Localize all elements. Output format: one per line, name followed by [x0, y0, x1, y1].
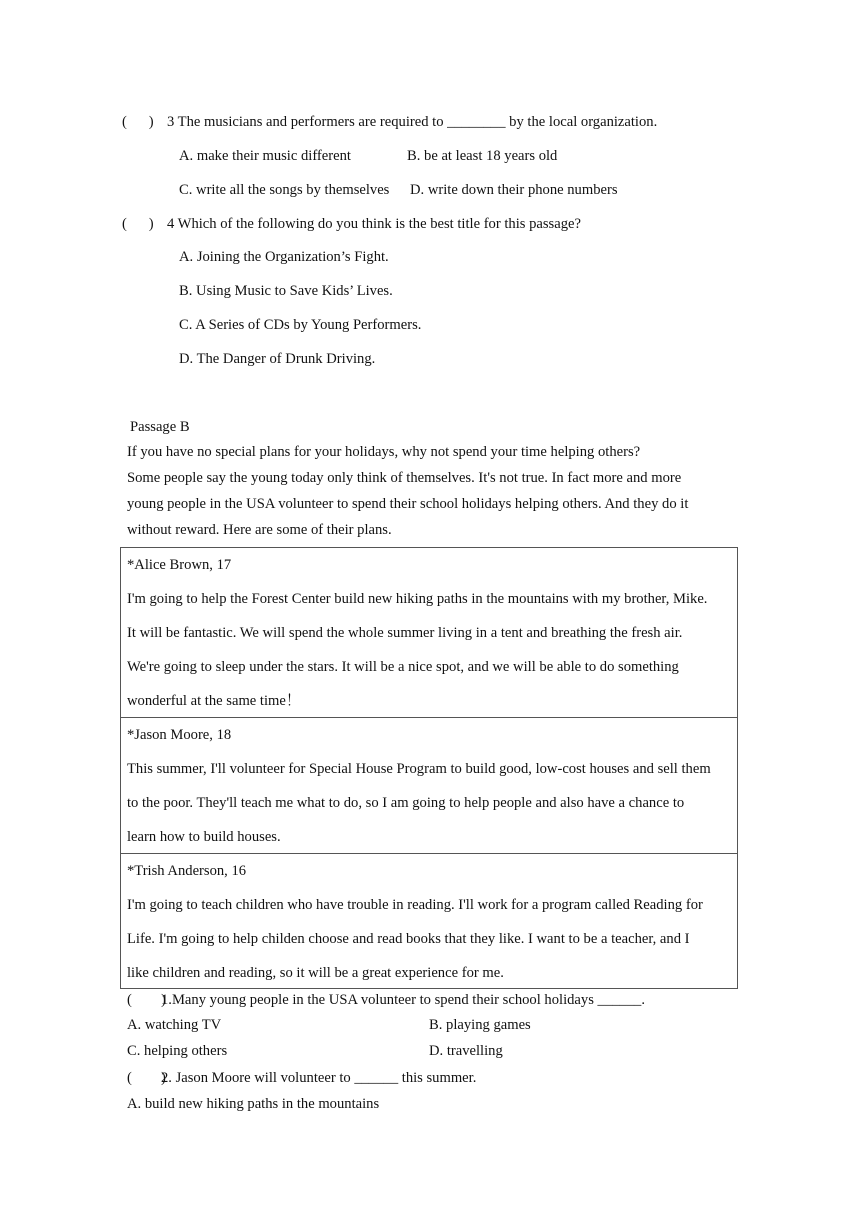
passage-b-intro-line: If you have no special plans for your holidays, why not spend your time helping others?: [127, 444, 641, 460]
plan-entry-alice-brown: [121, 548, 737, 718]
plan-entry-line: wonderful at the same time！: [127, 693, 301, 709]
q3-answer-blank[interactable]: ( ): [122, 114, 154, 130]
q4-option-d: D. The Danger of Drunk Driving.: [179, 351, 376, 367]
plan-entry-name: *Trish Anderson, 16: [127, 863, 247, 879]
plan-entry-line: Life. I'm going to help childen choose and read books that they like. I want to be a teacher, and I: [127, 931, 690, 947]
q4-option-a: A. Joining the Organization’s Fight.: [179, 249, 389, 265]
plan-entry-trish-anderson: [121, 854, 737, 988]
b-q2-stem: 2. Jason Moore will volunteer to ______ this summer.: [161, 1070, 477, 1086]
q4-option-b: B. Using Music to Save Kids’ Lives.: [179, 283, 393, 299]
plan-entry-line: We're going to sleep under the stars. It will be a nice spot, and we will be able to do something: [127, 659, 679, 675]
passage-b-intro-line: young people in the USA volunteer to spend their school holidays helping others. And they do it: [127, 496, 689, 512]
plan-entry-name: *Jason Moore, 18: [127, 727, 232, 743]
passage-b-intro-line: Some people say the young today only think of themselves. It's not true. In fact more and more: [127, 470, 682, 486]
plan-entry-name: *Alice Brown, 17: [127, 557, 232, 573]
plan-entry-line: like children and reading, so it will be a great experience for me.: [127, 965, 504, 981]
q4-option-c: C. A Series of CDs by Young Performers.: [179, 317, 422, 333]
b-q1-answer-blank[interactable]: ( ): [127, 992, 166, 1008]
b-q2-answer-blank[interactable]: ( ): [127, 1070, 166, 1086]
q4-answer-blank[interactable]: ( ): [122, 216, 154, 232]
q3-option-c: C. write all the songs by themselves: [179, 182, 390, 198]
plan-entry-line: I'm going to help the Forest Center build new hiking paths in the mountains with my brother, Mike.: [127, 591, 708, 607]
q3-option-a: A. make their music different: [179, 148, 351, 164]
b-q2-option-a: A. build new hiking paths in the mountains: [127, 1096, 380, 1112]
b-q1-option-c: C. helping others: [127, 1043, 228, 1059]
passage-b-title: Passage B: [130, 419, 190, 435]
plan-entry-line: It will be fantastic. We will spend the whole summer living in a tent and breathing the fresh air.: [127, 625, 683, 641]
passage-b-intro-line: without reward. Here are some of their plans.: [127, 522, 392, 538]
b-q1-option-d: D. travelling: [429, 1043, 503, 1059]
q3-option-d: D. write down their phone numbers: [410, 182, 618, 198]
plan-entry-line: learn how to build houses.: [127, 829, 281, 845]
plan-entry-line: I'm going to teach children who have trouble in reading. I'll work for a program called Reading for: [127, 897, 703, 913]
q4-stem: 4 Which of the following do you think is the best title for this passage?: [167, 216, 581, 232]
plan-entry-line: This summer, I'll volunteer for Special House Program to build good, low-cost houses and sell them: [127, 761, 711, 777]
q3-option-b: B. be at least 18 years old: [407, 148, 558, 164]
b-q1-option-b: B. playing games: [429, 1017, 531, 1033]
b-q1-option-a: A. watching TV: [127, 1017, 222, 1033]
plan-entry-line: to the poor. They'll teach me what to do, so I am going to help people and also have a chance to: [127, 795, 685, 811]
b-q1-stem: 1.Many young people in the USA volunteer to spend their school holidays ______.: [161, 992, 645, 1008]
plan-entry-jason-moore: [121, 718, 737, 854]
q3-stem: 3 The musicians and performers are required to ________ by the local organization.: [167, 114, 658, 130]
volunteer-plans-table: [120, 547, 738, 989]
